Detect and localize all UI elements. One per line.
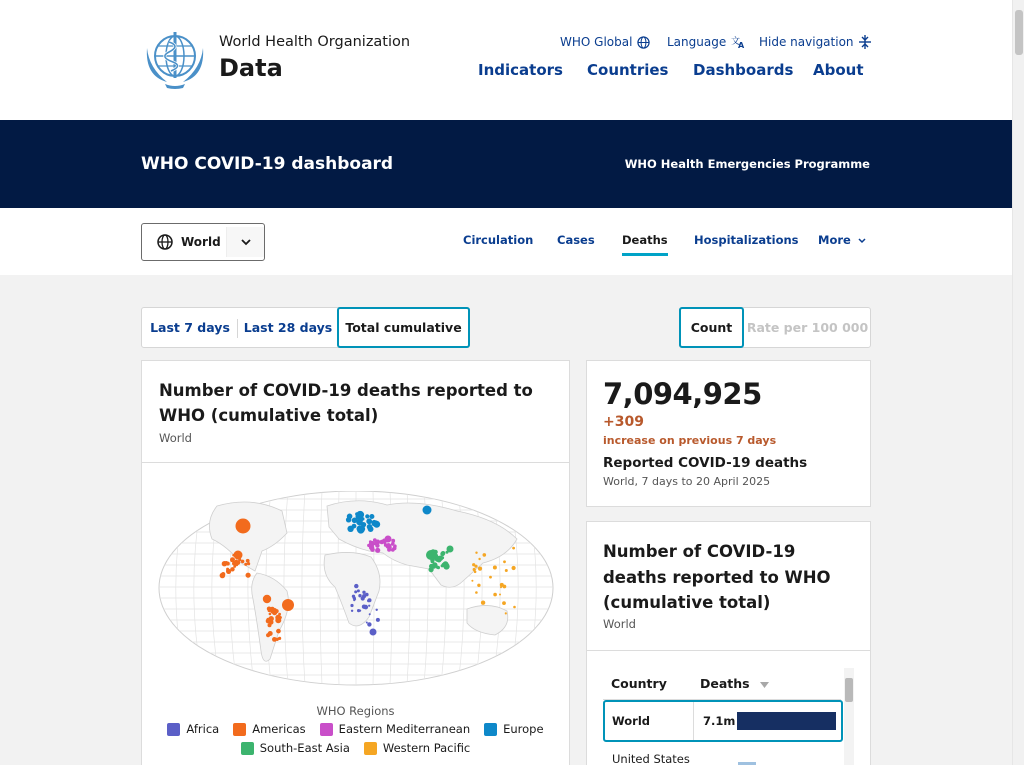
chevron-down-icon[interactable]: [226, 227, 264, 257]
map-bubble: [505, 612, 507, 614]
map-bubble: [355, 512, 359, 516]
map-bubble: [426, 550, 436, 560]
stat-sublabel: World, 7 days to 20 April 2025: [603, 475, 771, 488]
map-bubble: [357, 526, 363, 532]
map-bubble: [369, 514, 374, 519]
map-bubble: [512, 547, 515, 550]
map-bubble: [512, 566, 516, 570]
map-bubble: [352, 518, 358, 524]
legend-item-africa[interactable]: Africa: [167, 722, 219, 736]
swatch: [233, 723, 246, 736]
map-bubble: [368, 605, 370, 607]
who-logo[interactable]: [141, 28, 209, 90]
map-bubble: [478, 558, 480, 560]
map-bubble: [370, 629, 377, 636]
legend-item-europe[interactable]: Europe: [484, 722, 543, 736]
swatch: [241, 742, 254, 755]
map-bubble: [387, 543, 391, 547]
map-bubble: [269, 616, 274, 621]
map-bubble: [263, 595, 271, 603]
map-bubble: [278, 637, 281, 640]
map-bubble: [354, 584, 358, 588]
table-card-title: Number of COVID-19 deaths reported to WHO (cumulative total): [603, 542, 831, 612]
globe-icon: [637, 36, 650, 49]
legend-item-americas[interactable]: Americas: [233, 722, 305, 736]
map-card-title: Number of COVID-19 deaths reported to WHO (cumulative total): [159, 381, 533, 425]
map-bubble: [276, 629, 280, 633]
map-bubble: [478, 567, 482, 571]
table-scrollbar[interactable]: [844, 668, 854, 765]
legend-row-2: [142, 741, 569, 755]
map-bubble: [232, 562, 235, 565]
legend-row-1: [142, 722, 569, 736]
map-bubble: [357, 609, 360, 612]
nav-about[interactable]: About: [813, 61, 864, 79]
map-bubble: [483, 553, 487, 557]
map-bubble: [372, 521, 377, 526]
table-card-subtitle: World: [603, 617, 636, 631]
tab-deaths[interactable]: Deaths: [622, 233, 668, 247]
scrollbar-thumb[interactable]: [845, 678, 853, 702]
period-last-28-days[interactable]: Last 28 days: [243, 320, 333, 335]
map-card: [141, 360, 570, 765]
map-bubble: [365, 514, 369, 518]
swatch: [484, 723, 497, 736]
map-bubble: [358, 594, 361, 597]
map-bubble: [489, 576, 492, 579]
map-bubble: [475, 591, 478, 594]
map-bubble: [505, 569, 508, 572]
map-bubble: [493, 566, 497, 570]
map-bubble: [370, 547, 375, 552]
separator: [693, 702, 694, 740]
map-bubble: [376, 609, 378, 611]
map-bubble: [513, 606, 516, 609]
map-bubble: [500, 586, 502, 588]
nav-countries[interactable]: Countries: [587, 61, 669, 79]
map-bubble: [367, 622, 371, 626]
swatch: [167, 723, 180, 736]
svg-text:文: 文: [731, 37, 741, 47]
legend-item-eastern-mediterranean[interactable]: Eastern Mediterranean: [320, 722, 470, 736]
map-bubble: [278, 613, 281, 616]
tab-more[interactable]: More: [818, 233, 866, 247]
translate-icon: [731, 35, 745, 49]
legend-item-western-pacific[interactable]: Western Pacific: [364, 741, 470, 755]
deaths-delta-note: increase on previous 7 days: [603, 434, 777, 447]
map-bubble: [234, 551, 243, 560]
map-bubble: [275, 617, 281, 623]
map-bubble: [366, 518, 372, 524]
collapse-icon: [859, 35, 871, 49]
map-bubble: [362, 605, 366, 609]
map-bubble: [357, 589, 360, 592]
measure-count[interactable]: Count: [679, 307, 744, 348]
legend-item-south-east-asia[interactable]: South-East Asia: [241, 741, 350, 755]
country-cell: United States: [612, 752, 690, 765]
deaths-delta: +309: [603, 414, 644, 430]
map-bubble: [393, 544, 397, 548]
map-bubble: [367, 524, 373, 530]
map-bubble: [375, 543, 379, 547]
divider: [587, 650, 870, 651]
map-bubble: [236, 519, 251, 534]
site-title[interactable]: Data: [219, 54, 283, 82]
map-bubble: [266, 633, 270, 637]
map-bubble: [368, 598, 372, 602]
period-total-cumulative[interactable]: Total cumulative: [337, 307, 470, 348]
map-bubble: [384, 544, 387, 547]
map-bubble: [474, 565, 477, 568]
table-row[interactable]: [603, 700, 843, 742]
column-header-deaths[interactable]: Deaths: [700, 676, 769, 691]
map-bubble: [354, 598, 356, 600]
sort-descending-icon[interactable]: [760, 682, 769, 688]
site-header: [0, 0, 1012, 120]
deaths-bar: [737, 712, 836, 730]
map-bubble: [366, 622, 368, 624]
divider: [142, 462, 569, 463]
map-bubble: [493, 593, 497, 597]
programme-label[interactable]: WHO Health Emergencies Programme: [624, 157, 870, 171]
map-bubble: [352, 595, 355, 598]
map-bubble: [443, 562, 446, 565]
map-bubble: [385, 536, 392, 543]
column-header-country[interactable]: Country: [611, 676, 667, 691]
map-bubble: [347, 514, 353, 520]
map-bubble: [270, 607, 275, 612]
tab-hospitalizations[interactable]: Hospitalizations: [694, 233, 799, 247]
map-bubble: [438, 556, 443, 561]
map-bubble: [436, 566, 439, 569]
page-scrollbar[interactable]: [1012, 0, 1024, 765]
map-bubble: [373, 538, 377, 542]
region-selector-label: World: [181, 235, 221, 249]
svg-text:A: A: [738, 41, 745, 49]
measure-rate[interactable]: Rate per 100 000: [746, 320, 869, 335]
map-bubble: [350, 604, 353, 607]
map-bubble: [362, 594, 366, 598]
nav-indicators[interactable]: Indicators: [478, 61, 563, 79]
map-bubble: [241, 560, 245, 564]
map-bubble: [226, 569, 231, 574]
map-bubble: [282, 599, 294, 611]
scrollbar-thumb[interactable]: [1015, 10, 1023, 55]
dashboard-subnav: [0, 208, 1012, 275]
map-bubble: [376, 618, 380, 622]
who-global-link[interactable]: WHO Global: [560, 35, 650, 49]
map-bubble: [474, 571, 477, 574]
map-bubble: [499, 594, 501, 596]
period-last-7-days[interactable]: Last 7 days: [150, 320, 230, 335]
map-bubble: [502, 601, 506, 605]
map-bubble: [503, 560, 506, 563]
globe-icon: [157, 234, 173, 250]
hide-navigation-button[interactable]: Hide navigation: [759, 35, 871, 49]
map-bubble: [429, 567, 434, 572]
dashboard-title: WHO COVID-19 dashboard: [141, 154, 394, 174]
org-name: World Health Organization: [219, 34, 411, 50]
map-bubble: [268, 623, 272, 627]
map-bubble: [246, 573, 251, 578]
tab-cases[interactable]: Cases: [557, 233, 595, 247]
map-bubble: [441, 551, 445, 555]
map-bubble: [362, 591, 365, 594]
stat-label: Reported COVID-19 deaths: [603, 455, 808, 471]
language-button[interactable]: Language 文 A: [667, 35, 745, 49]
swatch: [364, 742, 377, 755]
map-bubble: [351, 610, 353, 612]
swatch: [320, 723, 333, 736]
map-bubble: [222, 574, 225, 577]
region-selector[interactable]: [141, 223, 265, 261]
world-bubble-map[interactable]: [157, 491, 555, 691]
map-bubble: [246, 559, 250, 563]
nav-dashboards[interactable]: Dashboards: [693, 61, 794, 79]
map-bubble: [387, 548, 391, 552]
total-deaths-value: 7,094,925: [603, 377, 762, 411]
deaths-table-card: [586, 521, 871, 765]
period-toggle: [141, 307, 470, 348]
map-bubble: [500, 583, 504, 587]
map-card-subtitle: World: [159, 431, 192, 445]
map-bubble: [391, 542, 394, 545]
deaths-cell: 7.1m: [703, 714, 736, 728]
map-bubble: [447, 546, 454, 553]
legend-title: WHO Regions: [316, 704, 395, 718]
map-bubble: [471, 580, 473, 582]
dashboard-banner: [0, 120, 1012, 208]
map-bubble: [481, 601, 485, 605]
country-cell: World: [612, 714, 651, 728]
tab-circulation[interactable]: Circulation: [463, 233, 534, 247]
map-bubble: [354, 590, 357, 593]
map-bubble: [477, 584, 480, 587]
deaths-stat-card: [586, 360, 871, 507]
map-bubble: [423, 506, 432, 515]
map-bubble: [369, 613, 371, 615]
map-bubble: [244, 563, 247, 566]
measure-toggle: [679, 307, 871, 348]
map-bubble: [352, 524, 357, 529]
chevron-down-icon: [858, 238, 866, 244]
map-bubble: [375, 548, 380, 553]
map-bubble: [475, 552, 477, 554]
map-bubble: [269, 613, 272, 616]
map-bubble: [224, 561, 228, 565]
